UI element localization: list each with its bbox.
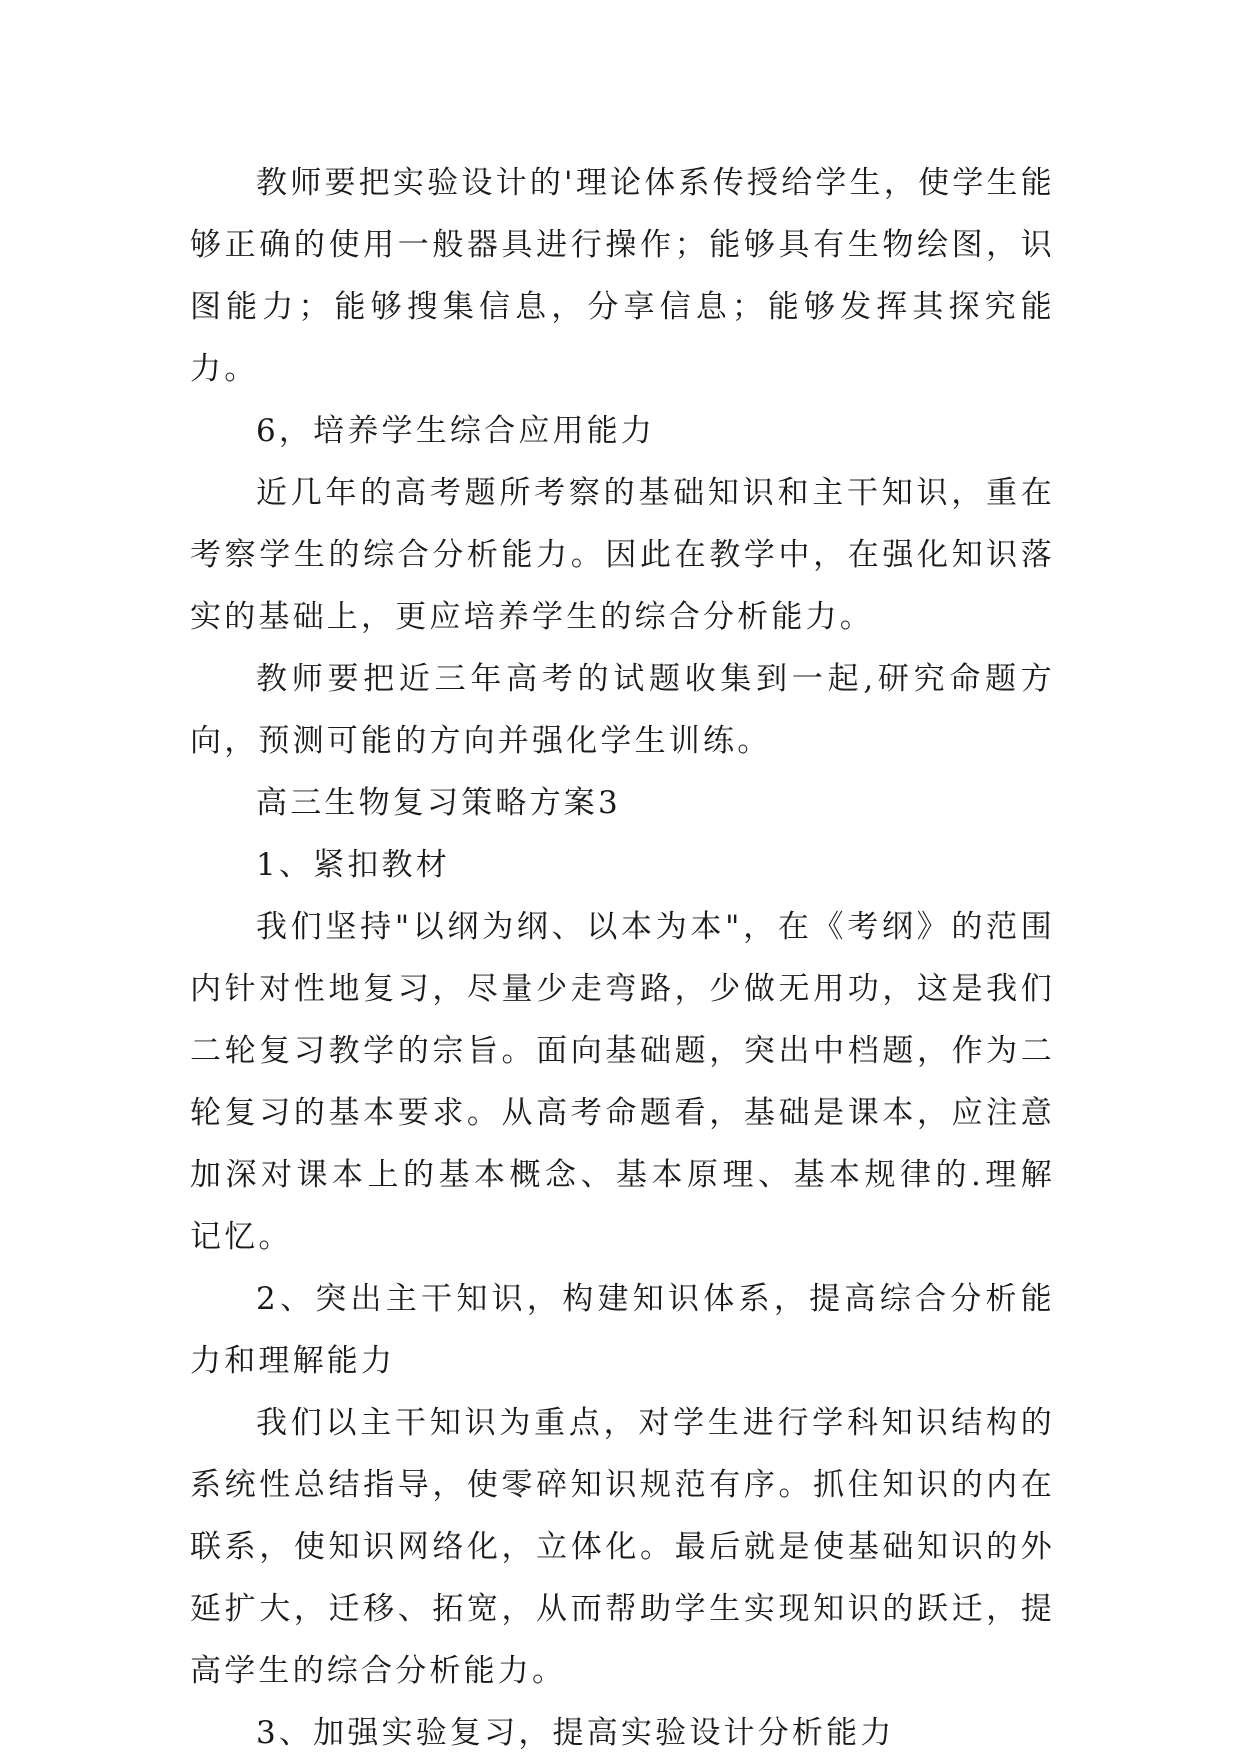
paragraph-knowledge-system: 我们以主干知识为重点，对学生进行学科知识结构的系统性总结指导，使零碎知识规范有序。抓住知识的内在联系，使知识网络化，立体化。最后就是使基础知识的外延扩大，迁移、拓宽，从而帮助学生实现知识的跃迁，提高学生的综合分析能力。 (190, 1405, 1055, 1689)
paragraph-collect-exams: 教师要把近三年高考的试题收集到一起,研究命题方向，预测可能的方向并强化学生训练。 (190, 661, 1055, 759)
section-title-plan-3: 高三生物复习策略方案3 (256, 785, 621, 821)
heading-point-2: 2、突出主干知识，构建知识体系，提高综合分析能力和理解能力 (190, 1281, 1055, 1379)
paragraph-textbook-focus: 我们坚持"以纲为纲、以本为本"，在《考纲》的范围内针对性地复习，尽量少走弯路，少做无用功，这是我们二轮复习教学的宗旨。面向基础题，突出中档题，作为二轮复习的基本要求。从高考命题看，基础是课本，应注意加深对课本上的基本概念、基本原理、基本规律的.理解记忆。 (190, 909, 1055, 1255)
heading-point-3: 3、加强实验复习，提高实验设计分析能力 (256, 1715, 895, 1751)
document-body (190, 152, 1055, 1764)
paragraph-experiment-theory: 教师要把实验设计的'理论体系传授给学生，使学生能够正确的使用一般器具进行操作；能够具有生物绘图，识图能力；能够搜集信息，分享信息；能够发挥其探究能力。 (190, 165, 1055, 387)
paragraph-exam-analysis: 近几年的高考题所考察的基础知识和主干知识，重在考察学生的综合分析能力。因此在教学中，在强化知识落实的基础上，更应培养学生的综合分析能力。 (190, 475, 1055, 635)
heading-point-1: 1、紧扣教材 (256, 847, 450, 883)
heading-point-6: 6，培养学生综合应用能力 (256, 413, 656, 449)
